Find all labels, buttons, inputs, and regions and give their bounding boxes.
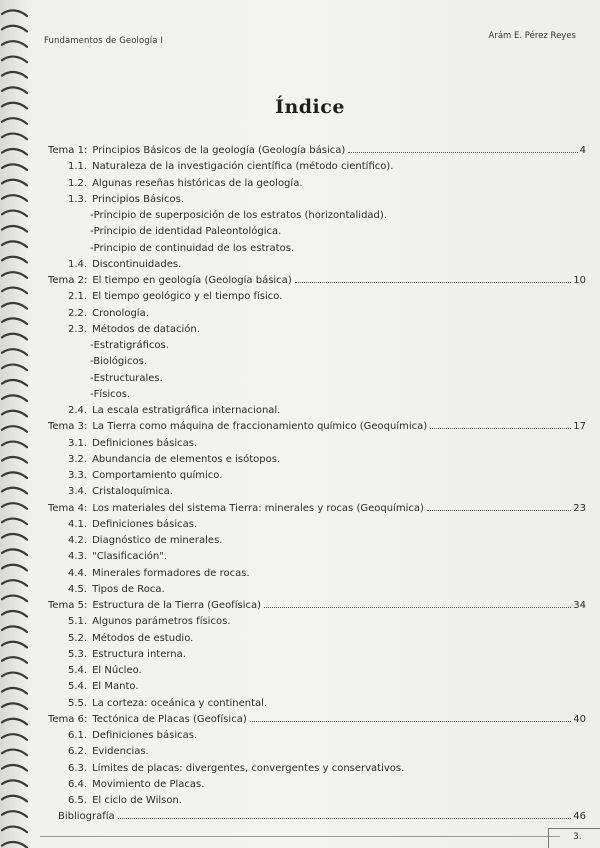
entry-title: La Tierra como máquina de fraccionamiento químico (Geoquímica) [92,421,428,433]
page-ref: 17 [573,421,586,433]
entry-title: Principios Básicos de la geología (Geología básica) [92,145,346,156]
toc-entry [68,177,303,190]
entry-title: Abundancia de elementos e isótopos. [92,453,281,465]
entry-number: 3.1. [68,437,88,449]
entry-title: -Biológicos. [90,356,148,368]
toc-entry [90,388,130,401]
entry-title: -Principio de continuidad de los estratos. [90,242,295,254]
entry-title: Diagnóstico de minerales. [92,535,223,546]
entry-number: 5.4. [68,665,88,676]
dot-leader [250,721,572,722]
entry-number: 5.5. [68,697,88,709]
entry-title: -Principio de identidad Paleontológica. [90,226,282,238]
entry-number: 5.1. [68,616,88,628]
dot-leader [348,152,577,153]
entry-number: 1.2. [68,177,88,189]
running-header-right: Arám E. Pérez Reyes [488,31,576,41]
dot-leader [264,607,571,608]
entry-title: Tectónica de Placas (Geofísica) [92,713,247,725]
entry-title: Definiciones básicas. [92,437,198,449]
entry-title: Bibliografía [58,811,115,823]
toc-entry [68,534,222,547]
toc-chapter [48,420,586,433]
toc-entry [90,372,163,385]
toc-entry [68,160,393,173]
entry-number: 6.1. [68,730,88,741]
page-ref: 46 [573,811,586,823]
entry-number: 4.2. [68,535,88,546]
toc-entry [90,242,294,255]
toc-entry [90,209,387,222]
toc-entry [68,550,167,563]
toc-entry [68,437,197,450]
toc-entry [90,355,147,368]
entry-number: 6.2. [68,746,88,758]
entry-title: Naturaleza de la investigación científica (método científico). [92,161,394,173]
toc-entry [68,778,204,791]
entry-title: Definiciones básicas. [92,730,198,741]
page-ref: 4 [579,145,586,156]
entry-title: Cronología. [92,307,149,319]
entry-title: -Principio de superposición de los estratos (horizontalidad). [90,210,387,221]
entry-number: 1.3. [68,193,88,205]
chapter-label: Tema 6: [48,713,88,725]
entry-number: 4.3. [68,551,88,563]
toc-bibliography [58,810,586,823]
toc-entry [68,193,184,206]
entry-title: Métodos de datación. [92,323,200,335]
toc-entry [68,518,197,531]
toc-chapter [48,713,586,726]
entry-number: 4.4. [68,567,88,579]
entry-title: El Manto. [92,681,139,693]
entry-title: Principios Básicos. [92,193,185,205]
entry-number: 2.2. [68,307,88,319]
toc-entry [68,307,149,320]
page-ref: 10 [573,275,586,286]
toc-entry [68,745,149,758]
toc-entry [90,225,281,238]
entry-number: 1.4. [68,258,88,270]
running-header-left: Fundamentos de Geología I [44,36,163,46]
entry-number: 2.4. [68,405,88,416]
toc-chapter [48,274,586,287]
entry-number: 3.4. [68,486,88,498]
toc-entry [68,485,173,498]
toc-entry [68,680,139,693]
page-ref: 40 [573,713,586,725]
entry-number: 4.5. [68,583,88,595]
entry-title: Algunas reseñas históricas de la geología. [92,177,303,189]
page-ref: 34 [573,600,586,611]
toc-entry [68,258,181,271]
entry-title: La corteza: oceánica y continental. [92,697,268,709]
toc-entry [68,469,222,482]
entry-title: Estructura interna. [92,648,186,660]
page-ref: 23 [573,502,586,514]
entry-title: Cristaloquímica. [92,486,173,498]
entry-title: -Estratigráficos. [90,340,169,351]
entry-title: Definiciones básicas. [92,518,198,530]
toc-entry [68,290,282,303]
entry-number: 6.5. [68,795,88,806]
toc-entry [68,323,200,336]
toc-entry [68,664,142,677]
toc-chapter [48,599,586,612]
entry-title: Discontinuidades. [92,258,182,270]
entry-title: Estructura de la Tierra (Geofísica) [92,600,262,611]
toc-entry [68,583,165,596]
footer-rule [40,836,560,837]
toc-entry [68,648,186,661]
dot-leader [430,428,571,429]
entry-title: El tiempo en geología (Geología básica) [92,275,292,286]
toc-chapter [48,144,586,157]
entry-number: 3.3. [68,470,88,481]
entry-number: 4.1. [68,518,88,530]
entry-number: 3.2. [68,453,88,465]
chapter-label: Tema 3: [48,421,88,433]
entry-number: 2.3. [68,323,88,335]
toc-entry [68,632,193,645]
toc-entry [90,339,169,352]
entry-title: La escala estratigráfica internacional. [92,405,281,416]
entry-number: 5.3. [68,648,88,660]
toc-entry [68,615,230,628]
entry-title: Algunos parámetros físicos. [92,616,231,628]
entry-number: 2.1. [68,291,88,303]
toc-entry [68,697,267,710]
entry-title: Límites de placas: divergentes, convergentes y conservativos. [92,762,405,774]
dot-leader [427,510,571,511]
toc-chapter [48,502,586,515]
entry-title: Métodos de estudio. [92,632,194,644]
entry-title: Comportamiento químico. [92,470,223,481]
chapter-label: Tema 2: [48,275,88,286]
toc-entry [68,404,280,417]
chapter-label: Tema 1: [48,145,88,156]
chapter-label: Tema 4: [48,502,88,514]
chapter-label: Tema 5: [48,600,88,611]
toc-entry [68,762,404,775]
entry-number: 1.1. [68,161,88,173]
entry-title: -Físicos. [90,388,131,400]
entry-title: Tipos de Roca. [92,583,165,595]
entry-number: 5.4. [68,681,88,693]
toc-entry [68,567,250,580]
entry-title: "Clasificación". [92,551,168,563]
index-title: Índice [275,96,345,118]
entry-number: 6.4. [68,778,88,790]
entry-title: El tiempo geológico y el tiempo físico. [92,291,283,303]
dot-leader [118,818,572,819]
entry-title: Evidencias. [92,746,149,758]
entry-title: El Núcleo. [92,665,142,676]
entry-title: Minerales formadores de rocas. [92,567,250,579]
toc-entry [68,729,197,742]
page-number: 3. [548,828,600,848]
entry-title: El ciclo de Wilson. [92,795,182,806]
toc-entry [68,453,280,466]
entry-title: Los materiales del sistema Tierra: minerales y rocas (Geoquímica) [92,502,424,514]
entry-number: 6.3. [68,762,88,774]
entry-title: -Estructurales. [90,372,163,384]
entry-title: Movimiento de Placas. [92,778,205,790]
toc-entry [68,794,182,807]
entry-number: 5.2. [68,632,88,644]
dot-leader [295,282,572,283]
